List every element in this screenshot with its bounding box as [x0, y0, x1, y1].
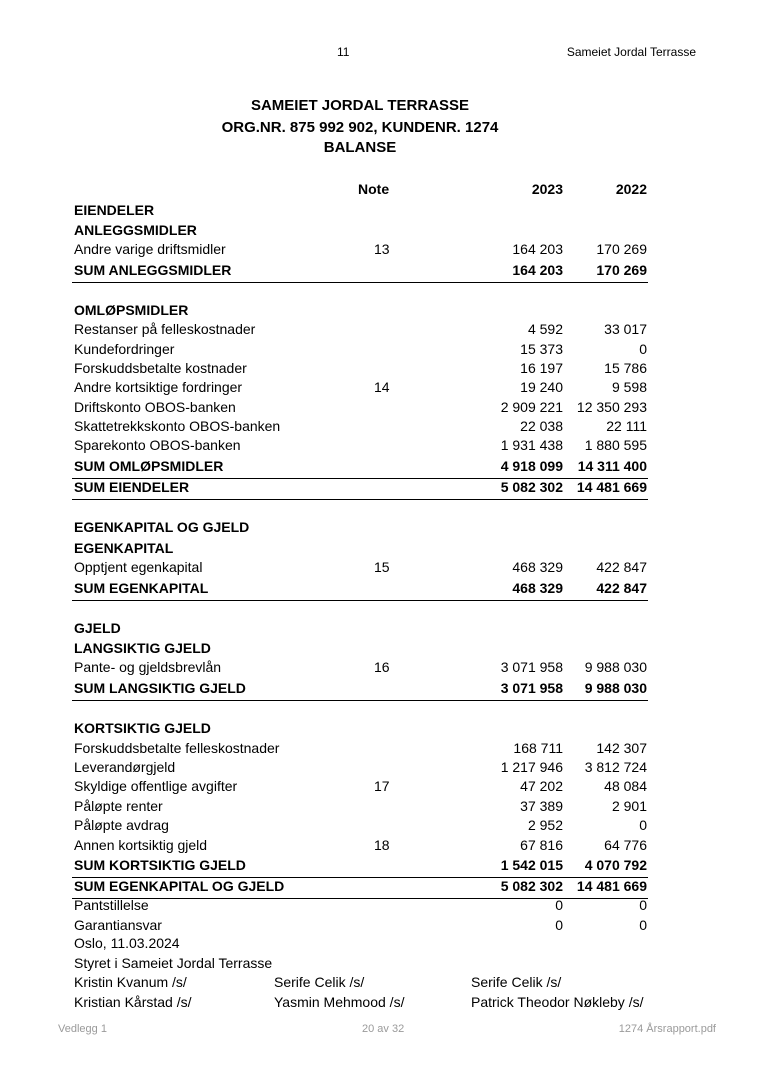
row-label: Andre kortsiktige fordringer [74, 379, 243, 395]
value-2023: 5 082 302 [500, 878, 563, 894]
table-row [0, 558, 768, 578]
value-2023: 3 071 958 [500, 680, 563, 696]
table-row [0, 739, 768, 759]
board-line: Styret i Sameiet Jordal Terrasse [74, 955, 273, 971]
table-row [0, 896, 768, 916]
section-heading [0, 719, 768, 739]
col-header-2022: 2022 [615, 181, 647, 197]
value-2022: 2 901 [611, 798, 647, 814]
header-org-name: Sameiet Jordal Terrasse [566, 45, 696, 59]
document-subtitle: ORG.NR. 875 992 902, KUNDENR. 1274 [221, 119, 499, 136]
row-label: Garantiansvar [74, 917, 162, 933]
row-label: SUM EGENKAPITAL OG GJELD [74, 878, 285, 894]
row-label: LANGSIKTIG GJELD [74, 640, 211, 656]
value-2023: 37 389 [520, 798, 563, 814]
row-label: EGENKAPITAL OG GJELD [74, 519, 250, 535]
sum-row [0, 579, 768, 599]
signature: Patrick Theodor Nøkleby /s/ [471, 994, 644, 1010]
sum-row [0, 261, 768, 281]
footer-filename: 1274 Årsrapport.pdf [618, 1023, 716, 1035]
document-title: SAMEIET JORDAL TERRASSE [250, 97, 470, 114]
signature: Kristian Kårstad /s/ [74, 994, 192, 1010]
value-2022: 14 311 400 [577, 458, 647, 474]
value-2023: 468 329 [512, 559, 563, 575]
value-2023: 0 [555, 917, 563, 933]
row-label: Driftskonto OBOS-banken [74, 399, 236, 415]
row-label: Påløpte avdrag [74, 817, 169, 833]
value-2022: 48 084 [604, 778, 647, 794]
row-label: Forskuddsbetalte kostnader [74, 360, 247, 376]
row-label: SUM EIENDELER [74, 479, 190, 495]
row-note: 16 [374, 659, 390, 675]
value-2022: 9 988 030 [584, 680, 647, 696]
footer-page-count: 20 av 32 [362, 1023, 405, 1035]
value-2022: 422 847 [596, 580, 647, 596]
table-row [0, 777, 768, 797]
statement-name: BALANSE [323, 139, 397, 156]
signature: Yasmin Mehmood /s/ [274, 994, 405, 1010]
value-2023: 168 711 [513, 740, 563, 756]
row-label: SUM KORTSIKTIG GJELD [74, 857, 246, 873]
table-row [0, 836, 768, 856]
section-heading [0, 221, 768, 241]
row-label: Skattetrekkskonto OBOS-banken [74, 418, 281, 434]
value-2022: 170 269 [596, 241, 647, 257]
table-row [0, 436, 768, 456]
value-2023: 2 952 [527, 817, 563, 833]
value-2022: 15 786 [604, 360, 647, 376]
row-label: Påløpte renter [74, 798, 163, 814]
row-label: OMLØPSMIDLER [74, 302, 189, 318]
row-note: 14 [374, 379, 390, 395]
value-2023: 164 203 [512, 241, 563, 257]
section-heading [0, 518, 768, 538]
signature: Serife Celik /s/ [274, 974, 365, 990]
value-2022: 422 847 [596, 559, 647, 575]
value-2023: 47 202 [520, 778, 563, 794]
value-2022: 33 017 [604, 321, 647, 337]
row-label: Skyldige offentlige avgifter [74, 778, 238, 794]
row-label: GJELD [74, 620, 121, 636]
value-2023: 3 071 958 [500, 659, 563, 675]
sum-row [0, 877, 768, 897]
value-2023: 1 931 438 [500, 437, 563, 453]
row-label: Kundefordringer [74, 341, 175, 357]
place-date: Oslo, 11.03.2024 [74, 935, 180, 951]
table-row [0, 378, 768, 398]
col-header-2023: 2023 [531, 181, 563, 197]
value-2022: 170 269 [596, 262, 647, 278]
value-2023: 16 197 [520, 360, 563, 376]
value-2022: 0 [639, 341, 647, 357]
row-label: ANLEGGSMIDLER [74, 222, 197, 238]
table-row [0, 797, 768, 817]
col-header-note: Note [358, 181, 390, 197]
row-label: Andre varige driftsmidler [74, 241, 226, 257]
value-2023: 15 373 [520, 341, 563, 357]
value-2023: 1 542 015 [500, 857, 563, 873]
value-2022: 9 988 030 [584, 659, 647, 675]
footer-attachment: Vedlegg 1 [58, 1023, 107, 1035]
value-2022: 64 776 [604, 837, 647, 853]
value-2022: 9 598 [611, 379, 647, 395]
page-number: 11 [337, 45, 350, 59]
row-label: SUM LANGSIKTIG GJELD [74, 680, 246, 696]
row-note: 17 [374, 778, 390, 794]
value-2022: 0 [639, 917, 647, 933]
row-label: Opptjent egenkapital [74, 559, 203, 575]
sum-row [0, 457, 768, 477]
value-2023: 22 038 [520, 418, 563, 434]
table-row [0, 359, 768, 379]
row-label: SUM ANLEGGSMIDLER [74, 262, 232, 278]
value-2023: 0 [555, 897, 563, 913]
value-2023: 4 918 099 [500, 458, 563, 474]
row-note: 15 [374, 559, 390, 575]
table-row [0, 758, 768, 778]
signature: Kristin Kvanum /s/ [74, 974, 187, 990]
row-label: Leverandørgjeld [74, 759, 176, 775]
value-2023: 67 816 [520, 837, 563, 853]
value-2022: 3 812 724 [584, 759, 647, 775]
value-2023: 19 240 [520, 379, 563, 395]
row-label: KORTSIKTIG GJELD [74, 720, 211, 736]
value-2023: 468 329 [512, 580, 563, 596]
section-heading [0, 619, 768, 639]
value-2022: 0 [639, 817, 647, 833]
table-row [0, 340, 768, 360]
section-heading [0, 201, 768, 221]
table-row [0, 417, 768, 437]
value-2022: 0 [639, 897, 647, 913]
value-2022: 142 307 [596, 740, 647, 756]
table-row [0, 398, 768, 418]
value-2022: 1 880 595 [584, 437, 647, 453]
row-label: SUM OMLØPSMIDLER [74, 458, 224, 474]
row-label: Pantstillelse [74, 897, 149, 913]
row-label: SUM EGENKAPITAL [74, 580, 209, 596]
table-row [0, 658, 768, 678]
signature: Serife Celik /s/ [471, 974, 562, 990]
sum-row [0, 478, 768, 498]
row-note: 13 [374, 241, 390, 257]
value-2022: 14 481 669 [576, 479, 647, 495]
table-row [0, 320, 768, 340]
sum-row [0, 856, 768, 876]
row-label: EIENDELER [74, 202, 155, 218]
value-2023: 1 217 946 [500, 759, 563, 775]
table-row [0, 916, 768, 936]
table-row [0, 816, 768, 836]
row-label: EGENKAPITAL [74, 540, 174, 556]
sum-row [0, 679, 768, 699]
row-label: Sparekonto OBOS-banken [74, 437, 241, 453]
value-2022: 14 481 669 [576, 878, 647, 894]
value-2022: 4 070 792 [584, 857, 647, 873]
value-2023: 4 592 [527, 321, 563, 337]
value-2022: 12 350 293 [576, 399, 647, 415]
row-label: Restanser på felleskostnader [74, 321, 256, 337]
row-label: Annen kortsiktig gjeld [74, 837, 208, 853]
row-label: Pante- og gjeldsbrevlån [74, 659, 222, 675]
value-2023: 164 203 [512, 262, 563, 278]
row-note: 18 [374, 837, 390, 853]
section-heading [0, 539, 768, 559]
table-row [0, 240, 768, 260]
value-2022: 22 111 [606, 418, 647, 434]
value-2023: 2 909 221 [500, 399, 563, 415]
section-heading [0, 301, 768, 321]
section-heading [0, 639, 768, 659]
row-label: Forskuddsbetalte felleskostnader [74, 740, 280, 756]
value-2023: 5 082 302 [500, 479, 563, 495]
